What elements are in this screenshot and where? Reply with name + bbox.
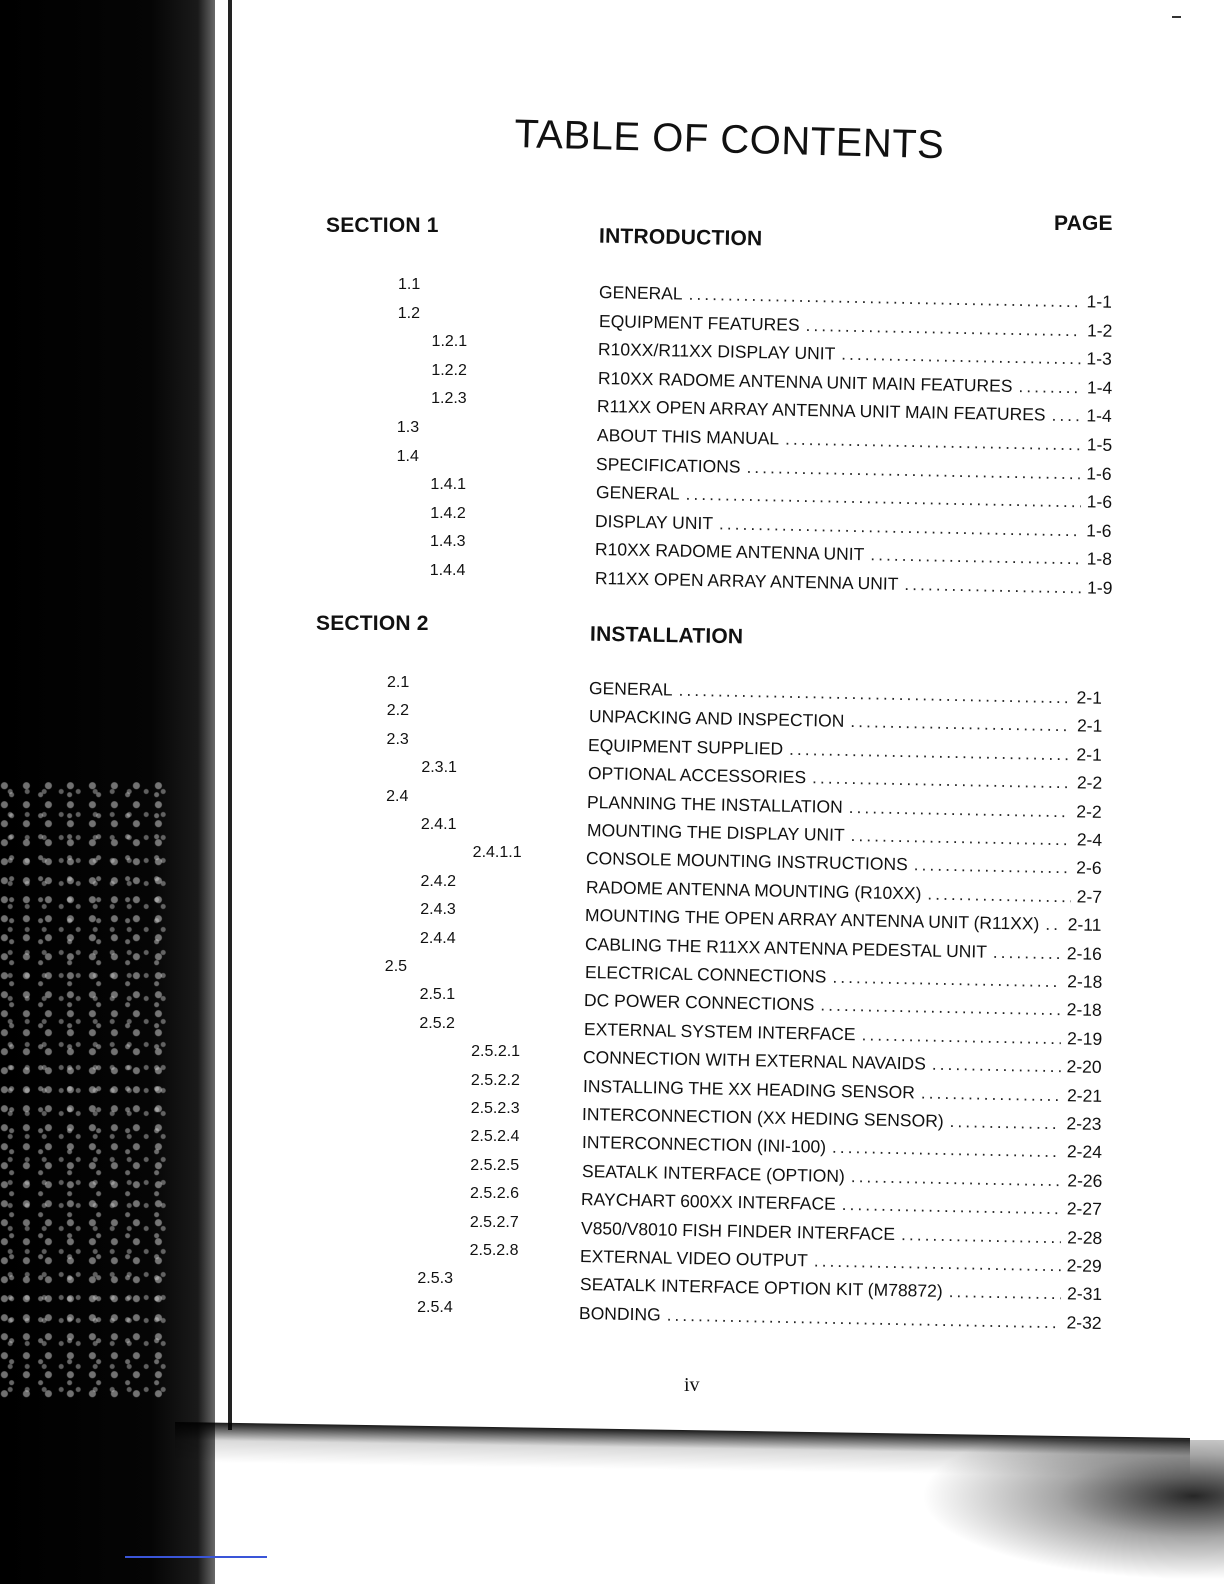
toc-leader-dots (785, 429, 1081, 456)
section-1-name: INTRODUCTION (598, 224, 763, 251)
toc-entry-page: 1-2 (1086, 319, 1113, 341)
toc-entry-number: 2.5.2.1 (471, 1043, 521, 1061)
toc-entry-number: 1.4.4 (429, 562, 466, 579)
toc-entry-page: 2-6 (1076, 857, 1103, 879)
toc-leader-dots (685, 484, 1081, 513)
toc-entry-number: 2.4.1 (420, 816, 457, 833)
toc-entry-number: 1.3 (396, 419, 420, 436)
toc-entry-page: 1-1 (1086, 291, 1113, 312)
toc-leader-dots (904, 574, 1081, 598)
toc-entry (580, 1274, 1103, 1306)
toc-entry (587, 820, 1103, 852)
toc-entry-title: CONNECTION WITH EXTERNAL NAVAIDS (583, 1047, 927, 1074)
page-edge (228, 0, 232, 1430)
toc-entry-title: V850/V8010 FISH FINDER INTERFACE (580, 1217, 895, 1244)
toc-entry (596, 454, 1112, 486)
toc-entry-number: 1.4.3 (429, 533, 466, 551)
toc-entry-page: 2-20 (1066, 1056, 1103, 1078)
toc-entry (588, 706, 1102, 738)
toc-leader-dots (850, 825, 1071, 850)
toc-entry-title: PLANNING THE INSTALLATION (587, 791, 844, 817)
toc-entry-title: R11XX OPEN ARRAY ANTENNA UNIT (594, 568, 899, 594)
toc-entry (583, 1047, 1102, 1079)
toc-entry-number: 2.5.2.4 (470, 1128, 520, 1146)
toc-entry-number: 2.5.2.3 (470, 1100, 520, 1117)
toc-entry-title: GENERAL (595, 482, 680, 504)
toc-entry-title: SPECIFICATIONS (596, 453, 742, 477)
toc-entry (599, 282, 1112, 314)
toc-entry-number: 2.5.2.7 (469, 1213, 519, 1231)
scan-speckle (0, 780, 170, 1400)
toc-entry-number: 2.4.4 (420, 929, 456, 947)
toc-leader-dots (993, 941, 1061, 963)
toc-entry-title: GENERAL (588, 678, 673, 700)
toc-entry (586, 877, 1102, 909)
toc-entry-number: 1.2.2 (431, 361, 467, 379)
page-number: iv (684, 1374, 700, 1396)
toc-entry-page: 2-21 (1066, 1084, 1103, 1106)
toc-entry-title: SEATALK INTERFACE OPTION KIT (M78872) (579, 1274, 943, 1302)
toc-entry-page: 2-18 (1066, 999, 1103, 1021)
toc-entry-number: 1.2.3 (431, 390, 467, 408)
toc-entry-number: 2.3.1 (421, 759, 457, 777)
toc-entry-number: 2.5.1 (419, 986, 456, 1004)
toc-leader-dots (849, 797, 1071, 822)
toc-entry-number: 2.5.2.8 (469, 1242, 519, 1259)
toc-entry-title: DC POWER CONNECTIONS (583, 990, 815, 1015)
toc-entry-number: 2.5.3 (417, 1270, 453, 1288)
toc-entry-title: EQUIPMENT FEATURES (598, 310, 800, 335)
toc-entry (597, 396, 1112, 428)
toc-entry-page: 2-23 (1066, 1113, 1103, 1134)
toc-leader-dots (667, 1304, 1061, 1333)
toc-entry-number: 2.3 (386, 730, 409, 748)
toc-leader-dots (832, 1137, 1061, 1162)
toc-entry (598, 311, 1112, 343)
toc-entry (597, 368, 1112, 400)
toc-entry-title: R10XX RADOME ANTENNA UNIT (594, 539, 865, 565)
toc-entry-title: ELECTRICAL CONNECTIONS (584, 962, 827, 987)
toc-entry (588, 735, 1102, 767)
toc-leader-dots (812, 767, 1071, 793)
toc-leader-dots (927, 883, 1071, 907)
toc-entry-title: SEATALK INTERFACE (OPTION) (581, 1160, 845, 1186)
toc-entry (584, 962, 1102, 994)
section-2-name: INSTALLATION (589, 622, 744, 649)
toc-entry-page: 2-26 (1066, 1170, 1103, 1191)
toc-entry-page: 2-4 (1076, 829, 1103, 850)
toc-entry-page: 1-4 (1086, 405, 1113, 427)
toc-entry-number: 1.4 (396, 447, 419, 465)
toc-leader-dots (870, 545, 1081, 570)
toc-entry-number: 2.5.2.6 (470, 1185, 519, 1203)
toc-entry-number: 2.4.2 (420, 872, 457, 890)
toc-leader-dots (747, 456, 1081, 483)
toc-entry-title: R10XX/R11XX DISPLAY UNIT (597, 339, 836, 364)
toc-entry-page: 2-28 (1066, 1226, 1103, 1248)
toc-entry (586, 848, 1102, 880)
toc-entry-number: 1.4.2 (430, 504, 466, 522)
toc-entry-page: 2-11 (1067, 914, 1103, 936)
toc-entry-number: 1.4.1 (430, 476, 467, 494)
toc-entry-title: EQUIPMENT SUPPLIED (587, 734, 784, 759)
toc-entry (598, 339, 1112, 371)
toc-entry (594, 568, 1112, 600)
toc-leader-dots (861, 1024, 1061, 1049)
toc-leader-dots (948, 1281, 1061, 1304)
toc-entry-number: 2.5.2.2 (470, 1071, 520, 1089)
toc-entry-title: UNPACKING AND INSPECTION (588, 706, 845, 732)
toc-entry-page: 2-1 (1076, 744, 1103, 765)
toc-entry-number: 1.1 (398, 276, 421, 293)
toc-entry-page: 2-1 (1076, 687, 1103, 708)
toc-entry-page: 2-16 (1066, 942, 1103, 964)
section-1-label: SECTION 1 (326, 214, 439, 237)
toc-entry (585, 934, 1102, 966)
toc-entry-title: EXTERNAL VIDEO OUTPUT (580, 1246, 809, 1271)
toc-entry-page: 1-6 (1086, 463, 1113, 484)
toc-entry-number: 2.1 (387, 674, 410, 691)
toc-entry (584, 1019, 1103, 1051)
toc-leader-dots (820, 995, 1061, 1021)
toc-entry-title: R10XX RADOME ANTENNA UNIT MAIN FEATURES (597, 367, 1013, 396)
scan-smudge (920, 1440, 1224, 1580)
toc-entry-title: EXTERNAL SYSTEM INTERFACE (583, 1018, 856, 1045)
toc-entry-title: ABOUT THIS MANUAL (596, 425, 780, 449)
toc-entry-page: 2-19 (1066, 1028, 1103, 1049)
toc-entry-number: 2.4.3 (420, 901, 456, 919)
toc-entry-title: INTERCONNECTION (INI-100) (581, 1132, 827, 1158)
page-column-header: PAGE (1054, 212, 1113, 235)
toc-entry-title: RAYCHART 600XX INTERFACE (580, 1189, 837, 1215)
toc-entry (582, 1104, 1102, 1136)
toc-entry-title: R11XX OPEN ARRAY ANTENNA UNIT MAIN FEATURES (597, 396, 1046, 426)
toc-leader-dots (832, 967, 1061, 992)
toc-entry-title: INTERCONNECTION (XX HEDING SENSOR) (582, 1104, 945, 1131)
toc-entry (597, 425, 1113, 457)
toc-leader-dots (1046, 914, 1063, 935)
toc-leader-dots (1052, 405, 1081, 427)
toc-entry-page: 2-27 (1066, 1198, 1103, 1220)
toc-leader-dots (688, 284, 1080, 313)
toc-entry (582, 1132, 1102, 1164)
toc-entry-title: GENERAL (598, 282, 683, 304)
toc-entry-page: 2-1 (1076, 715, 1103, 737)
toc-entry-page: 2-24 (1066, 1141, 1103, 1163)
toc-entry (584, 990, 1102, 1022)
toc-entry-title: CABLING THE R11XX ANTENNA PEDESTAL UNIT (584, 933, 988, 962)
toc-entry (579, 1303, 1102, 1335)
toc-entry-number: 1.2 (397, 304, 421, 322)
toc-entry-number: 2.5.2 (419, 1014, 455, 1032)
toc-entry-page: 1-3 (1086, 348, 1113, 370)
toc-entry-page: 1-5 (1086, 434, 1113, 455)
toc-entry-title: RADOME ANTENNA MOUNTING (R10XX) (585, 876, 922, 904)
toc-entry-title: BONDING (579, 1302, 662, 1325)
toc-leader-dots (805, 315, 1081, 341)
toc-leader-dots (950, 1111, 1061, 1134)
toc-entry-page: 2-2 (1076, 800, 1103, 822)
toc-entry (581, 1161, 1102, 1193)
toc-leader-dots (932, 1054, 1061, 1077)
scan-mark (1172, 16, 1181, 18)
toc-leader-dots (719, 513, 1081, 541)
toc-entry-page: 2-32 (1066, 1312, 1103, 1333)
toc-entry-number: 2.4.1.1 (472, 844, 522, 862)
toc-leader-dots (914, 855, 1071, 879)
toc-entry (587, 763, 1102, 795)
toc-entry-page: 2-2 (1076, 772, 1103, 794)
page-title: TABLE OF CONTENTS (513, 112, 945, 168)
toc-entry-number: 2.5.2.5 (470, 1156, 520, 1174)
toc-entry (583, 1076, 1102, 1108)
toc-entry-page: 1-6 (1086, 491, 1113, 513)
toc-leader-dots (850, 1166, 1061, 1191)
toc-entry-page: 1-8 (1086, 548, 1113, 570)
scan-blue-rule (125, 1556, 267, 1558)
toc-entry (596, 482, 1112, 514)
toc-leader-dots (814, 1250, 1061, 1276)
toc-entry-page: 1-9 (1086, 577, 1113, 598)
toc-entry (585, 905, 1102, 937)
toc-leader-dots (921, 1082, 1062, 1106)
toc-leader-dots (678, 680, 1070, 709)
toc-entry (587, 792, 1102, 824)
toc-leader-dots (901, 1224, 1062, 1248)
toc-entry-number: 2.5.4 (417, 1298, 453, 1316)
toc-entry-title: INSTALLING THE XX HEADING SENSOR (582, 1075, 915, 1102)
toc-entry-page: 2-31 (1066, 1283, 1103, 1305)
toc-entry (595, 511, 1112, 543)
toc-entry-page: 2-18 (1066, 971, 1103, 992)
toc-entry-title: MOUNTING THE DISPLAY UNIT (586, 820, 845, 845)
toc-entry-page: 1-4 (1086, 377, 1113, 398)
toc-entry (581, 1189, 1102, 1221)
toc-entry-title: OPTIONAL ACCESSORIES (587, 763, 807, 788)
toc-leader-dots (850, 711, 1071, 736)
toc-entry-title: MOUNTING THE OPEN ARRAY ANTENNA UNIT (R11XX) (585, 905, 1041, 934)
toc-leader-dots (842, 1194, 1061, 1219)
section-2-label: SECTION 2 (316, 612, 429, 635)
toc-entry-number: 2.5 (384, 958, 408, 975)
toc-leader-dots (789, 739, 1071, 765)
toc-entry-page: 2-7 (1076, 886, 1103, 907)
toc-entry (580, 1246, 1102, 1278)
toc-entry (580, 1218, 1102, 1250)
toc-entry-number: 1.2.1 (431, 333, 468, 351)
toc-leader-dots (1018, 376, 1081, 398)
toc-entry-number: 2.4 (386, 787, 409, 805)
toc-leader-dots (841, 344, 1081, 370)
toc-entry-title: DISPLAY UNIT (595, 510, 714, 534)
toc-entry-page: 1-6 (1086, 520, 1113, 541)
toc-entry-number: 2.2 (386, 702, 410, 720)
toc-entry-title: CONSOLE MOUNTING INSTRUCTIONS (586, 848, 909, 875)
toc-entry-page: 2-29 (1066, 1255, 1103, 1277)
toc-entry (595, 539, 1112, 571)
toc-entry (589, 678, 1102, 710)
